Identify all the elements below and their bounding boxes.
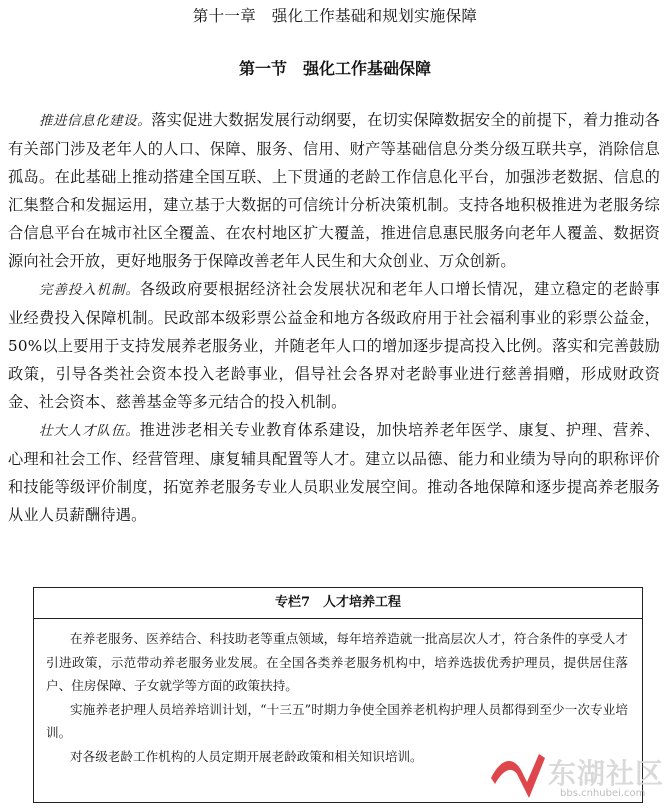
paragraph-information [8,106,660,275]
paragraph-keyword: 完善投入机制。 [39,282,140,298]
box-item: 在养老服务、医养结合、科技助老等重点领域，每年培养造就一批高层次人才，符合条件的享受人才引进政策，示范带动养老服务业发展。在全国各类养老服务机构中，培养选拔优秀护理员，提供居住落户、住房保障、子女就学等方面的政策扶持。 [46,631,628,693]
paragraph-text: 推进涉老相关专业教育体系建设，加快培养老年医学、康复、护理、营养、心理和社会工作、经营管理、康复辅具配置等人才。建立以品德、能力和业绩为导向的职称评价和技能等级评价制度，拓宽养老服务专业人员职业发展空间。推动各地保障和逐步提高养老服务从业人员薪酬待遇。 [8,421,660,524]
box-title: 专栏7 人才培养工程 [34,588,642,619]
chapter-title: 第十一章 强化工作基础和规划实施保障 [192,7,478,25]
paragraph-text: 落实促进大数据发展行动纲要，在切实保障数据安全的前提下，着力推动各有关部门涉及老年人的人口、保障、服务、信用、财产等基础信息分类分级互联共享，消除信息孤岛。在此基础上推动搭建全国互联、上下贯通的老龄工作信息化平台，加强涉老数据、信息的汇集整合和发掘运用，建立基于大数据的可信统计分析决策机制。支持各地积极推进为老服务综合信息平台在城市社区全覆盖、在农村地区扩大覆盖，推进信息惠民服务向老年人覆盖、数据资源向社会开放，更好地服务于保障改善老年人民生和大众创业、万众创新。 [8,111,660,270]
box-item: 对各级老龄工作机构的人员定期开展老龄政策和相关知识培训。 [70,748,423,764]
paragraph-keyword: 壮大人才队伍。 [39,423,140,439]
paragraph-keyword: 推进信息化建设。 [39,113,152,129]
paragraph-text: 各级政府要根据经济社会发展状况和老年人口增长情况，建立稳定的老龄事业经费投入保障机制。民政部本级彩票公益金和地方各级政府用于社会福利事业的彩票公益金，50%以上要用于支持发展养老服务业，并随老年人口的增加逐步提高投入比例。落实和完善鼓励政策，引导各类社会资本投入老龄事业，倡导社会各界对老龄事业进行慈善捐赠，形成财政资金、社会资本、慈善基金等多元结合的投入机制。 [8,280,660,411]
watermark-url: bbs.cnhubei.com [560,788,646,799]
watermark-name: 东湖社区 [548,757,665,790]
box-item: 实施养老护理人员培养培训计划，“十三五”时期力争使全国养老机构护理人员都得到至少一次专业培训。 [46,701,628,740]
section-title: 第一节 强化工作基础保障 [238,59,431,78]
box-body [34,619,642,768]
paragraph-investment [8,275,660,416]
paragraph-talent [8,416,660,529]
body-text [8,106,660,529]
